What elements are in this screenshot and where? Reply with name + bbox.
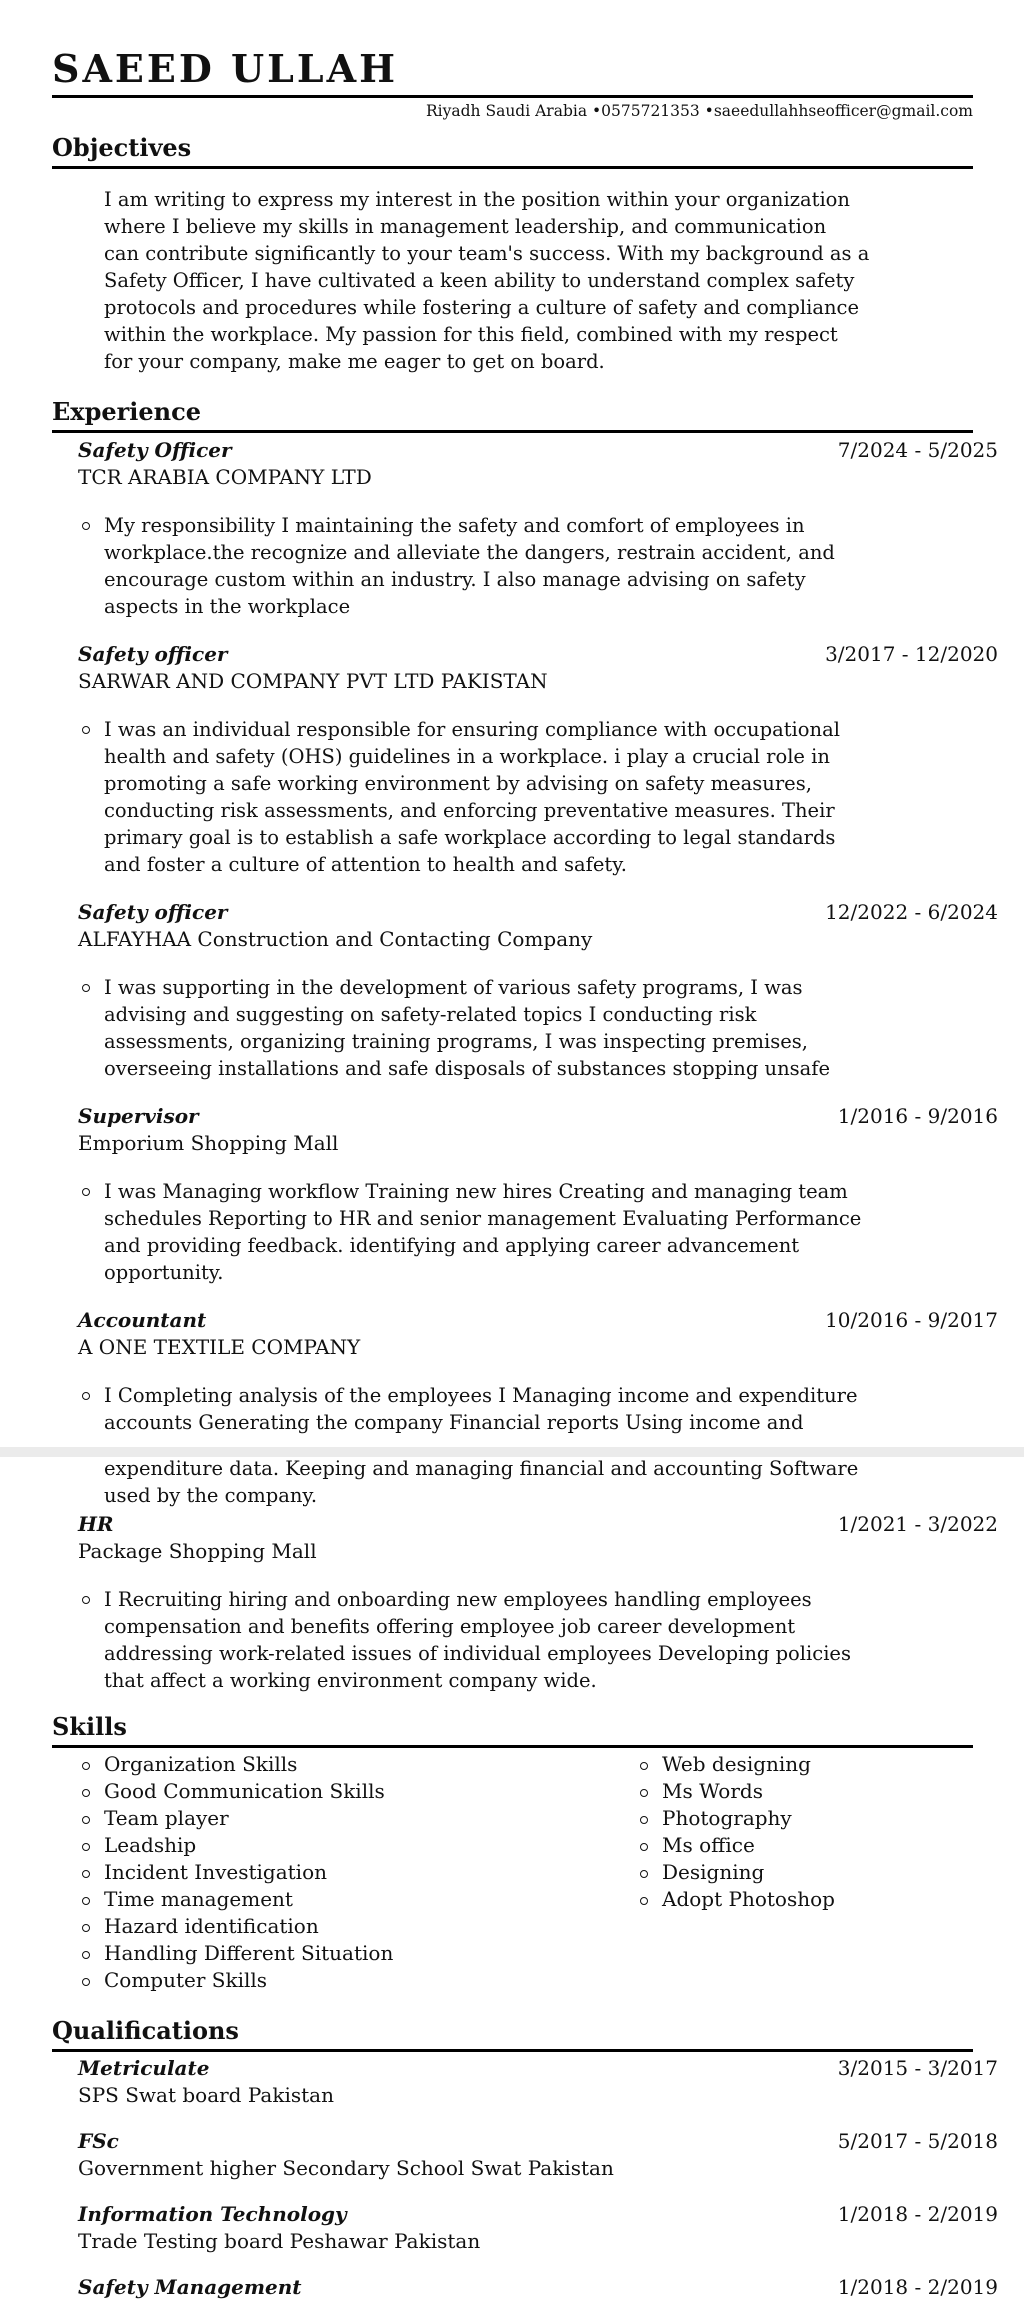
qualification-date-range: 1/2018 - 2/2019 — [837, 2275, 998, 2299]
skill-item — [78, 1886, 293, 1913]
objectives-line: where I believe my skills in management leadership, and communication — [104, 215, 827, 238]
job-description — [78, 512, 835, 620]
job-company: SARWAR AND COMPANY PVT LTD PAKISTAN — [78, 669, 548, 693]
candidate-name: SAEED ULLAH — [52, 46, 398, 91]
skill-item — [636, 1751, 811, 1778]
skill-item — [636, 1832, 755, 1859]
skill-label: Photography — [662, 1806, 792, 1830]
objectives-line: within the workplace. My passion for this field, combined with my respect — [104, 323, 838, 346]
job-description — [78, 716, 840, 878]
job-description — [78, 1382, 858, 1509]
objectives-line: for your company, make me eager to get on board. — [104, 350, 605, 373]
job-description — [78, 1178, 861, 1286]
skill-item — [636, 1859, 764, 1886]
job-description-line: used by the company. — [104, 1484, 318, 1507]
job-description-line: I Recruiting hiring and onboarding new employees handling employees — [104, 1588, 812, 1611]
job-title: Safety Officer — [78, 438, 232, 462]
qualification-date-range: 5/2017 - 5/2018 — [837, 2129, 998, 2153]
job-description-line: addressing work-related issues of individual employees Developing policies — [104, 1642, 851, 1665]
skill-item — [78, 1859, 327, 1886]
job-description-line: I was Managing workflow Training new hires Creating and managing team — [104, 1180, 848, 1203]
skill-item — [78, 1751, 297, 1778]
job-company: Package Shopping Mall — [78, 1539, 317, 1563]
job-company: ALFAYHAA Construction and Contacting Company — [78, 927, 593, 951]
bullet-circle-icon — [82, 1789, 90, 1797]
bullet-circle-icon — [640, 1843, 648, 1851]
skill-item — [636, 1805, 792, 1832]
job-title: HR — [78, 1512, 114, 1536]
job-description-line: primary goal is to establish a safe workplace according to legal standards — [104, 826, 836, 849]
objectives-line: I am writing to express my interest in the position within your organization — [104, 188, 850, 211]
job-title: Supervisor — [78, 1104, 199, 1128]
objectives-line: Safety Officer, I have cultivated a keen ability to understand complex safety — [104, 269, 855, 292]
skill-item — [78, 1913, 319, 1940]
qualification-institution: Government higher Secondary School Swat Pakistan — [78, 2156, 614, 2180]
bullet-circle-icon — [82, 1596, 90, 1604]
section-heading-experience: Experience — [52, 397, 202, 426]
skill-label: Computer Skills — [104, 1968, 268, 1992]
section-divider-experience — [52, 430, 973, 433]
job-date-range: 3/2017 - 12/2020 — [825, 642, 998, 666]
job-description-line: health and safety (OHS) guidelines in a workplace. i play a crucial role in — [104, 745, 830, 768]
job-description-line: aspects in the workplace — [104, 595, 351, 618]
job-description — [78, 974, 830, 1082]
skill-label: Team player — [104, 1806, 229, 1830]
qualification-title: FSc — [78, 2129, 119, 2153]
bullet-circle-icon — [82, 1951, 90, 1959]
qualification-title: Information Technology — [78, 2202, 347, 2226]
job-description-line: assessments, organizing training programs, I was inspecting premises, — [104, 1030, 808, 1053]
section-divider-objectives — [52, 166, 973, 169]
skill-label: Incident Investigation — [104, 1860, 327, 1884]
job-description-line: compensation and benefits offering employee job career development — [104, 1615, 796, 1638]
qualification-title: Safety Management — [78, 2275, 302, 2299]
job-description-line: I was an individual responsible for ensuring compliance with occupational — [104, 718, 840, 741]
job-description-line: opportunity. — [104, 1261, 224, 1284]
skill-item — [78, 1940, 393, 1967]
job-description-line: I Completing analysis of the employees I Managing income and expenditure — [104, 1384, 858, 1407]
bullet-circle-icon — [82, 1843, 90, 1851]
skill-item — [78, 1805, 229, 1832]
job-company: A ONE TEXTILE COMPANY — [78, 1335, 361, 1359]
skill-label: Ms office — [662, 1833, 755, 1857]
job-description-line: overseeing installations and safe disposals of substances stopping unsafe — [104, 1057, 831, 1080]
bullet-circle-icon — [82, 1392, 90, 1400]
bullet-circle-icon — [82, 1978, 90, 1986]
bullet-circle-icon — [640, 1897, 648, 1905]
job-description-line: I was supporting in the development of various safety programs, I was — [104, 976, 803, 999]
skill-label: Good Communication Skills — [104, 1779, 385, 1803]
bullet-circle-icon — [82, 1816, 90, 1824]
objectives-line: can contribute significantly to your team's success. With my background as a — [104, 242, 870, 265]
bullet-circle-icon — [640, 1816, 648, 1824]
skill-label: Time management — [104, 1887, 293, 1911]
skill-label: Handling Different Situation — [104, 1941, 394, 1965]
job-description-line: workplace.the recognize and alleviate the dangers, restrain accident, and — [104, 541, 835, 564]
job-description-line: and providing feedback. identifying and applying career advancement — [104, 1234, 800, 1257]
skill-label: Adopt Photoshop — [662, 1887, 835, 1911]
bullet-circle-icon — [82, 1897, 90, 1905]
section-divider-skills — [52, 1745, 973, 1748]
job-description-line: that affect a working environment company wide. — [104, 1669, 597, 1692]
skill-label: Web designing — [662, 1752, 811, 1776]
job-description-line: advising and suggesting on safety-related topics I conducting risk — [104, 1003, 757, 1026]
skill-item — [78, 1778, 385, 1805]
skill-label: Hazard identification — [104, 1914, 319, 1938]
bullet-circle-icon — [82, 522, 90, 530]
job-description-line: encourage custom within an industry. I also manage advising on safety — [104, 568, 806, 591]
job-date-range: 10/2016 - 9/2017 — [825, 1308, 998, 1332]
job-description-line: conducting risk assessments, and enforcing preventative measures. Their — [104, 799, 835, 822]
job-title: Safety officer — [78, 900, 228, 924]
job-date-range: 12/2022 - 6/2024 — [825, 900, 998, 924]
qualification-date-range: 3/2015 - 3/2017 — [837, 2056, 998, 2080]
job-description-line: promoting a safe working environment by advising on safety measures, — [104, 772, 812, 795]
bullet-circle-icon — [82, 1762, 90, 1770]
page-break — [0, 1447, 1024, 1457]
skill-item — [78, 1967, 267, 1994]
job-description-line: schedules Reporting to HR and senior management Evaluating Performance — [104, 1207, 862, 1230]
qualification-title: Metriculate — [78, 2056, 210, 2080]
bullet-circle-icon — [82, 1924, 90, 1932]
bullet-circle-icon — [82, 984, 90, 992]
contact-info: Riyadh Saudi Arabia •0575721353 •saeedullahhseofficer@gmail.com — [426, 102, 973, 120]
job-description-line: accounts Generating the company Financial reports Using income and — [104, 1411, 804, 1434]
section-divider-qualifications — [52, 2049, 973, 2052]
objectives-line: protocols and procedures while fostering a culture of safety and compliance — [104, 296, 860, 319]
job-company: Emporium Shopping Mall — [78, 1131, 339, 1155]
job-description-line: expenditure data. Keeping and managing financial and accounting Software — [104, 1457, 859, 1480]
bullet-circle-icon — [640, 1762, 648, 1770]
bullet-circle-icon — [82, 1870, 90, 1878]
section-heading-objectives: Objectives — [52, 133, 192, 162]
skill-label: Designing — [662, 1860, 765, 1884]
section-heading-qualifications: Qualifications — [52, 2016, 239, 2045]
job-date-range: 1/2021 - 3/2022 — [837, 1512, 998, 1536]
job-description-line: My responsibility I maintaining the safety and comfort of employees in — [104, 514, 805, 537]
job-description — [78, 1586, 851, 1694]
name-divider — [52, 95, 973, 98]
objectives-paragraph — [104, 186, 984, 375]
qualification-institution: SPS Swat board Pakistan — [78, 2083, 334, 2107]
skill-item — [636, 1886, 835, 1913]
bullet-circle-icon — [82, 1188, 90, 1196]
section-heading-skills: Skills — [52, 1712, 127, 1741]
job-date-range: 1/2016 - 9/2016 — [837, 1104, 998, 1128]
job-company: TCR ARABIA COMPANY LTD — [78, 465, 372, 489]
job-title: Accountant — [78, 1308, 207, 1332]
skill-label: Ms Words — [662, 1779, 763, 1803]
job-description-line: and foster a culture of attention to health and safety. — [104, 853, 627, 876]
qualification-institution: Trade Testing board Peshawar Pakistan — [78, 2229, 481, 2253]
bullet-circle-icon — [82, 726, 90, 734]
skill-label: Leadship — [104, 1833, 197, 1857]
qualification-date-range: 1/2018 - 2/2019 — [837, 2202, 998, 2226]
skill-item — [636, 1778, 763, 1805]
bullet-circle-icon — [640, 1789, 648, 1797]
bullet-circle-icon — [640, 1870, 648, 1878]
job-date-range: 7/2024 - 5/2025 — [837, 438, 998, 462]
skill-label: Organization Skills — [104, 1752, 298, 1776]
skill-item — [78, 1832, 196, 1859]
job-title: Safety officer — [78, 642, 228, 666]
